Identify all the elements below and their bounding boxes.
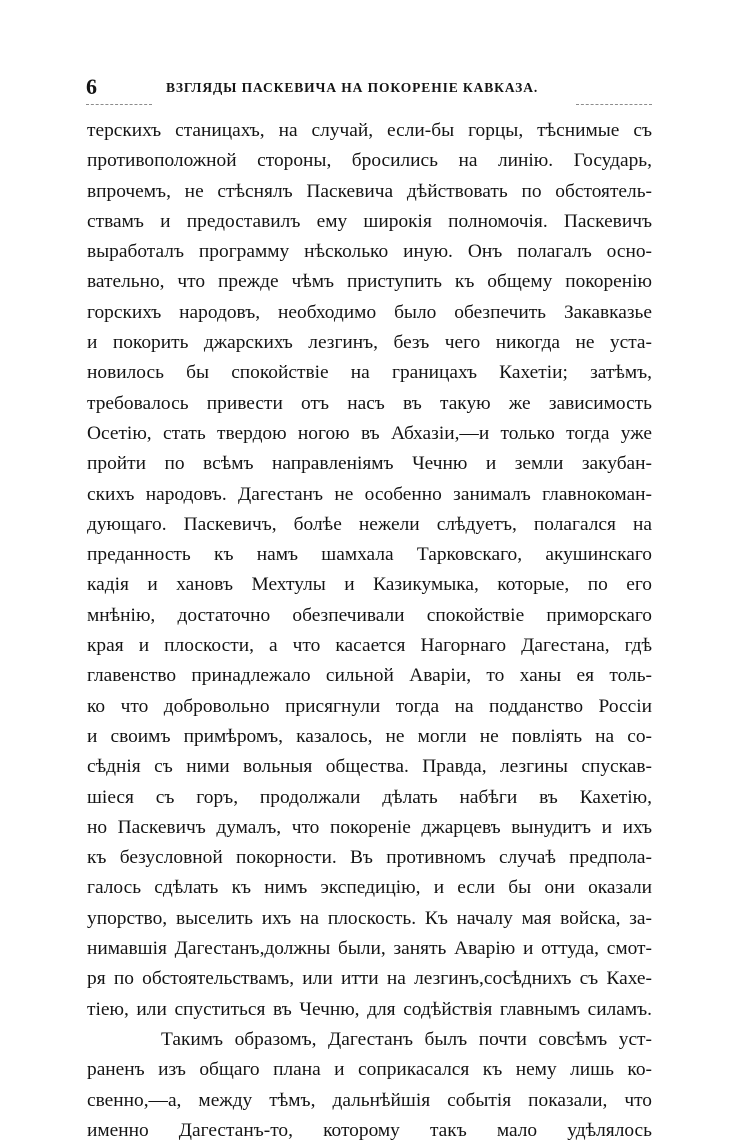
text-line: именно Дагестанъ-то, которому такъ мало удѣлялось <box>87 1119 652 1141</box>
text-line: преданность къ намъ шамхала Тарковскаго, акушинскаго <box>87 544 652 566</box>
text-line: ря по обстоятельствамъ, или итти на лезгинъ,сосѣднихъ съ Кахе- <box>87 968 652 990</box>
text-line: сѣднія съ ними вольныя общества. Правда, лезгины спускав- <box>87 756 652 778</box>
text-line: тіею, или спуститься въ Чечню, для содѣйствія главнымъ силамъ. <box>87 998 652 1020</box>
text-line: свенно,—а, между тѣмъ, дальнѣйшія событія показали, что <box>87 1089 652 1111</box>
running-title: ВЗГЛЯДЫ ПАСКЕВИЧА НА ПОКОРЕНІЕ КАВКАЗА. <box>166 80 539 95</box>
text-line: края и плоскости, а что касается Нагорнаго Дагестана, гдѣ <box>87 635 652 657</box>
page-number: 6 <box>86 74 97 99</box>
text-line: шіеся съ горъ, продолжали дѣлать набѣги въ Кахетію, <box>87 786 652 808</box>
text-line: раненъ изъ общаго плана и соприкасался къ нему лишь ко- <box>87 1059 652 1081</box>
text-line: галось сдѣлать къ нимъ экспедицію, и если бы они оказали <box>87 877 652 899</box>
text-line: выработалъ программу нѣсколько иную. Онъ полагалъ осно- <box>87 241 652 263</box>
text-line: противоположной стороны, бросились на линію. Государь, <box>87 150 652 172</box>
body-text <box>87 116 652 1146</box>
text-line: вательно, что прежде чѣмъ приступить къ общему покоренію <box>87 271 652 293</box>
text-line: скихъ народовъ. Дагестанъ не особенно занималъ главнокоман- <box>87 483 652 505</box>
text-line: но Паскевичъ думалъ, что покореніе джарцевъ вынудитъ и ихъ <box>87 816 652 838</box>
text-line: дующаго. Паскевичъ, болѣе нежели слѣдуетъ, полагался на <box>87 513 652 535</box>
header-rule-left <box>86 104 152 105</box>
text-line: ко что добровольно присягнули тогда на подданство Россіи <box>87 695 652 717</box>
text-line: главенство принадлежало сильной Аваріи, то ханы ея толь- <box>87 665 652 687</box>
text-line: впрочемъ, не стѣснялъ Паскевича дѣйствовать по обстоятель- <box>87 180 652 202</box>
text-line: терскихъ станицахъ, на случай, если-бы горцы, тѣснимые съ <box>87 120 652 141</box>
text-line: новилось бы спокойствіе на границахъ Кахетіи; затѣмъ, <box>87 362 652 384</box>
text-line: горскихъ народовъ, необходимо было обезпечить Закавказье <box>87 301 652 323</box>
paragraph-first-line: Такимъ образомъ, Дагестанъ былъ почти совсѣмъ уст- <box>161 1028 652 1050</box>
text-line: и своимъ примѣромъ, казалось, не могли не повліять на со- <box>87 725 652 747</box>
header-rule-right <box>576 104 652 105</box>
text-line: требовалось привести отъ насъ въ такую же зависимость <box>87 392 652 414</box>
text-line: упорство, выселить ихъ на плоскость. Къ началу мая войска, за- <box>87 907 652 929</box>
text-line: кадія и хановъ Мехтулы и Казикумыка, которые, по его <box>87 574 652 596</box>
text-line: и покорить джарскихъ лезгинъ, безъ чего никогда не уста- <box>87 332 652 354</box>
text-line: Осетію, стать твердою ногою въ Абхазіи,—и только тогда уже <box>87 422 652 444</box>
text-line: пройти по всѣмъ направленіямъ Чечню и земли закубан- <box>87 453 652 475</box>
text-line: мнѣнію, достаточно обезпечивали спокойствіе приморскаго <box>87 604 652 626</box>
text-line: ствамъ и предоставилъ ему широкія полномочія. Паскевичъ <box>87 210 652 232</box>
text-line: къ безусловной покорности. Въ противномъ случаѣ предпола- <box>87 847 652 869</box>
text-line: нимавшія Дагестанъ,должны были, занять Аварію и оттуда, смот- <box>87 938 652 960</box>
